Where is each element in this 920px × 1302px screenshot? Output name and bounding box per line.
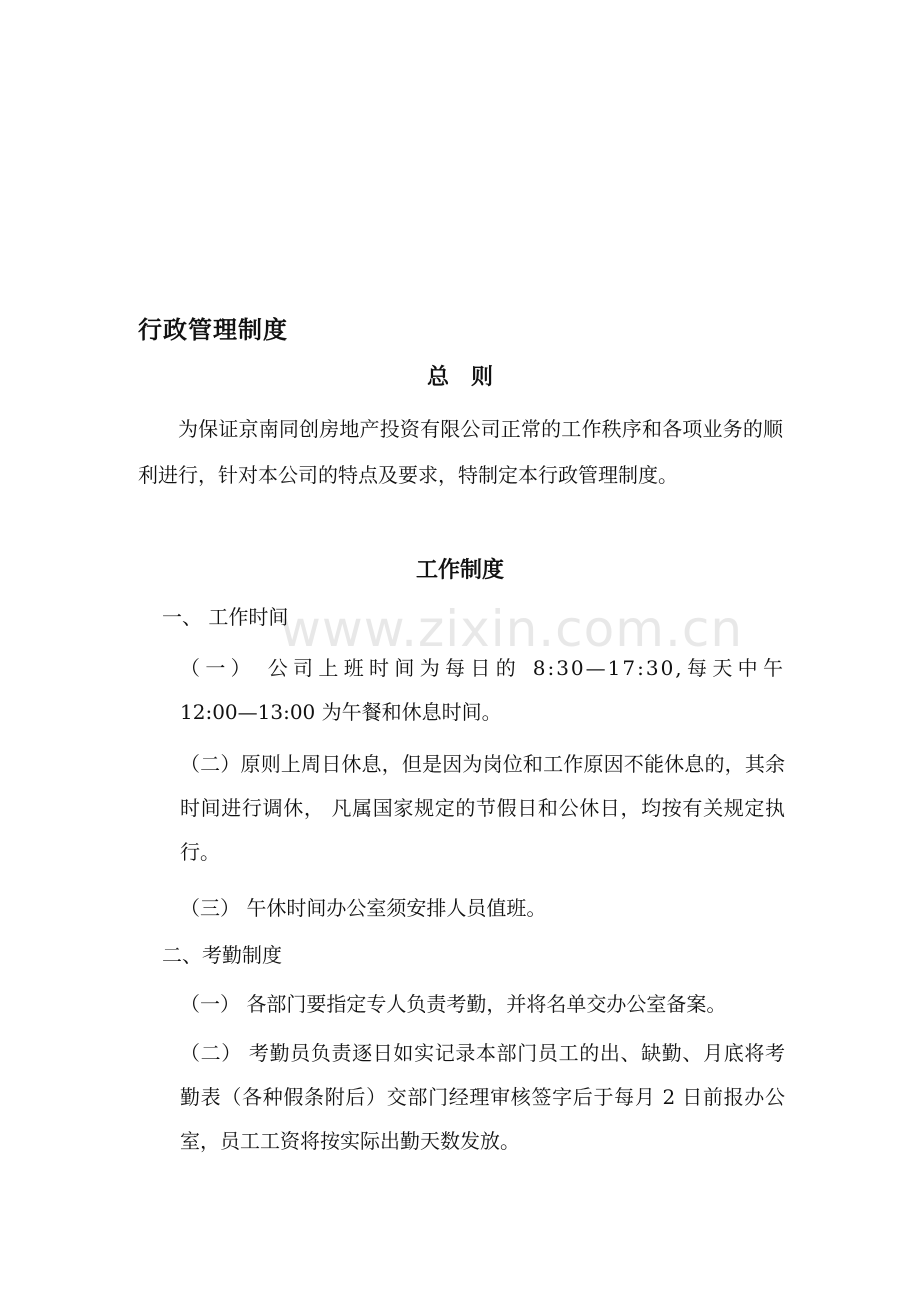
intro-paragraph: 为保证京南同创房地产投资有限公司正常的工作秩序和各项业务的顺利进行，针对本公司的特点及要求，特制定本行政管理制度。 [138, 417, 783, 487]
work-hours-item-1 [180, 646, 785, 734]
work-hours-item-2: （二）原则上周日休息，但是因为岗位和工作原因不能休息的，其余时间进行调休， 凡属国家规定的节假日和公休日，均按有关规定执行。 [180, 752, 785, 864]
watermark: www.zixin.com.cn [280, 600, 744, 658]
section-work-hours-label: 一、 工作时间 [162, 605, 289, 629]
document-title: 行政管理制度 [138, 316, 288, 344]
work-hours-item-1-line1: （一） 公司上班时间为每日的 8:30—17:30,每天中午 [180, 656, 785, 680]
attendance-item-1: （一） 各部门要指定专人负责考勤，并将名单交办公室备案。 [180, 992, 727, 1016]
attendance-item-2: （二） 考勤员负责逐日如实记录本部门员工的出、缺勤、月底将考勤表（各种假条附后）交部门经理审核签字后于每月 2 日前报办公室，员工工资将按实际出勤天数发放。 [180, 1041, 785, 1153]
work-hours-item-3: （三） 午休时间办公室须安排人员值班。 [180, 896, 547, 920]
work-rules-heading: 工作制度 [415, 558, 504, 583]
general-heading: 总 则 [426, 365, 493, 390]
work-hours-item-1-line2: 12:00—13:00 为午餐和休息时间。 [180, 700, 502, 724]
section-attendance-label: 二、考勤制度 [162, 943, 282, 967]
